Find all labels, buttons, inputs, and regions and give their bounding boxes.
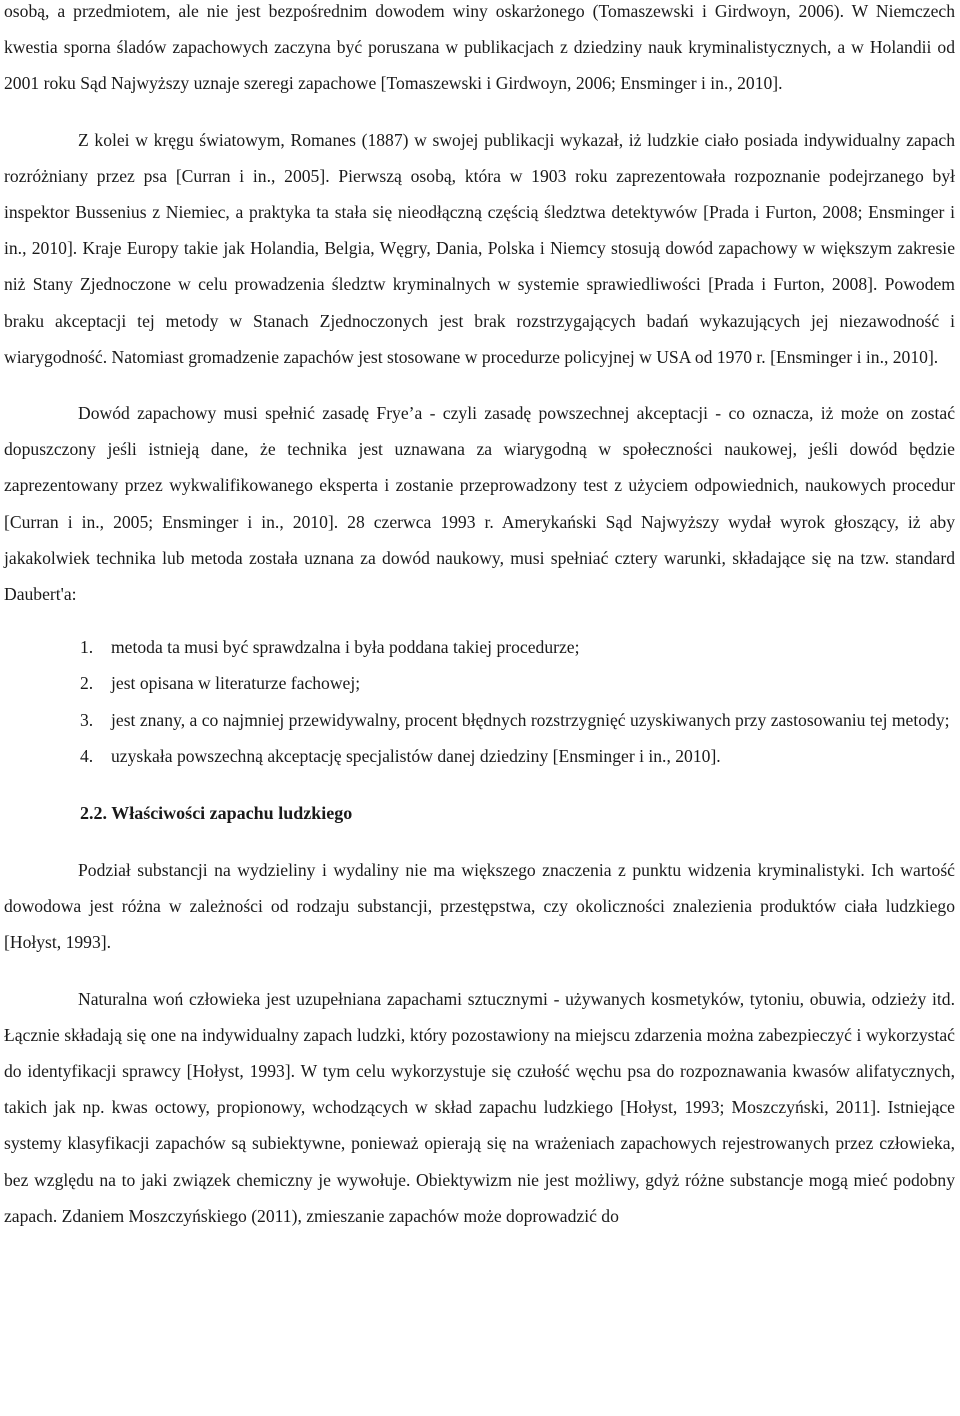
list-item-number: 4. — [80, 745, 94, 766]
list-item-text: jest opisana w literaturze fachowej; — [111, 673, 361, 694]
list-item — [4, 629, 955, 665]
page-content — [4, 0, 955, 1234]
paragraph-continuation: osobą, a przedmiotem, ale nie jest bezpośrednim dowodem winy oskarżonego (Tomaszewski i Girdwoyn, 2006). W Niemczech kwestia sporna śladów zapachowych zaczyna być poruszana w publikacjach z dziedziny nauk kryminalistycznych, a w Holandii od 2001 roku Sąd Najwyższy uznaje szeregi zapachowe [Tomaszewski i Girdwoyn, 2006; Ensminger i in., 2010]. — [4, 1, 955, 94]
section-title: Właściwości zapachu ludzkiego — [111, 803, 353, 824]
section-number: 2.2. — [80, 803, 107, 824]
list-item-text: metoda ta musi być sprawdzalna i była poddana takiej procedurze; — [111, 637, 580, 658]
list-item-text: uzyskała powszechną akceptację specjalistów danej dziedziny [Ensminger i in., 2010]. — [111, 745, 721, 766]
list-item-number: 3. — [80, 709, 94, 730]
list-item — [4, 738, 955, 774]
paragraph-world-history: Z kolei w kręgu światowym, Romanes (1887) w swojej publikacji wykazał, iż ludzkie ciało posiada indywidualny zapach rozróżniany przez psa [Curran i in., 2005]. Pierwszą osobą, która w 1903 roku zaprezentowała rozpoznanie podejrzanego był inspektor Bussenius z Niemiec, a praktyka ta stała się nieodłączną częścią śledztwa detektywów [Prada i Furton, 2008; Ensminger i in., 2010]. Kraje Europy takie jak Holandia, Belgia, Węgry, Dania, Polska i Niemcy stosują dowód zapachowy w większym zakresie niż Stany Zjednoczone w celu prowadzenia śledztw kryminalnych w systemie sprawiedliwości [Prada i Furton, 2008]. Powodem braku akceptacji tej metody w Stanach Zjednoczonych jest brak rozstrzygających badań wykazujących jej niezawodność i wiarygodność. Natomiast gromadzenie zapachów jest stosowane w procedurze policyjnej w USA od 1970 r. [Ensminger i in., 2010]. — [4, 129, 955, 367]
list-item-text: jest znany, a co najmniej przewidywalny, procent błędnych rozstrzygnięć uzyskiwanych przy zastosowaniu tej metody; — [111, 709, 950, 730]
list-item — [4, 665, 955, 701]
paragraph-natural-scent: Naturalna woń człowieka jest uzupełniana zapachami sztucznymi - używanych kosmetyków, tytoniu, obuwia, odzieży itd. Łącznie składają się one na indywidualny zapach ludzki, który pozostawiony na miejscu zdarzenia można zabezpieczyć i wykorzystać do identyfikacji sprawcy [Hołyst, 1993]. W tym celu wykorzystuje się czułość węchu psa do rozpoznawania kwasów alifatycznych, takich jak np. kwas octowy, propionowy, wchodzących w skład zapachu ludzkiego [Hołyst, 1993; Moszczyński, 2011]. Istniejące systemy klasyfikacji zapachów są subiektywne, ponieważ opierają się na wrażeniach zapachowych rejestrowanych przez człowieka, bez względu na to jaki związek chemiczny je wywołuje. Obiektywizm nie jest możliwy, gdyż różne substancje mogą mieć podobny zapach. Zdaniem Moszczyńskiego (2011), zmieszanie zapachów może doprowadzić do — [4, 988, 955, 1226]
daubert-criteria-list — [4, 629, 955, 774]
list-item — [4, 702, 955, 738]
section-heading — [4, 795, 955, 831]
paragraph-substances: Podział substancji na wydzieliny i wydaliny nie ma większego znaczenia z punktu widzenia kryminalistyki. Ich wartość dowodowa jest różna w zależności od rodzaju substancji, przestępstwa, czy okoliczności znalezienia produktów ciała ludzkiego [Hołyst, 1993]. — [4, 860, 955, 953]
list-item-number: 2. — [80, 673, 94, 694]
list-item-number: 1. — [80, 637, 94, 658]
paragraph-frye-standard: Dowód zapachowy musi spełnić zasadę Frye’a - czyli zasadę powszechnej akceptacji - co oznacza, iż może on zostać dopuszczony jeśli istnieją dane, że technika jest uznawana za wiarygodną w społeczności naukowej, jeśli dowód będzie zaprezentowany przez wykwalifikowanego eksperta i zostanie przeprowadzony test z użyciem odpowiednich, naukowych procedur [Curran i in., 2005; Ensminger i in., 2010]. 28 czerwca 1993 r. Amerykański Sąd Najwyższy wydał wyrok głoszący, iż aby jakakolwiek technika lub metoda została uznana za dowód naukowy, musi spełniać cztery warunki, składające się na tzw. standard Daubert'a: — [4, 403, 955, 605]
